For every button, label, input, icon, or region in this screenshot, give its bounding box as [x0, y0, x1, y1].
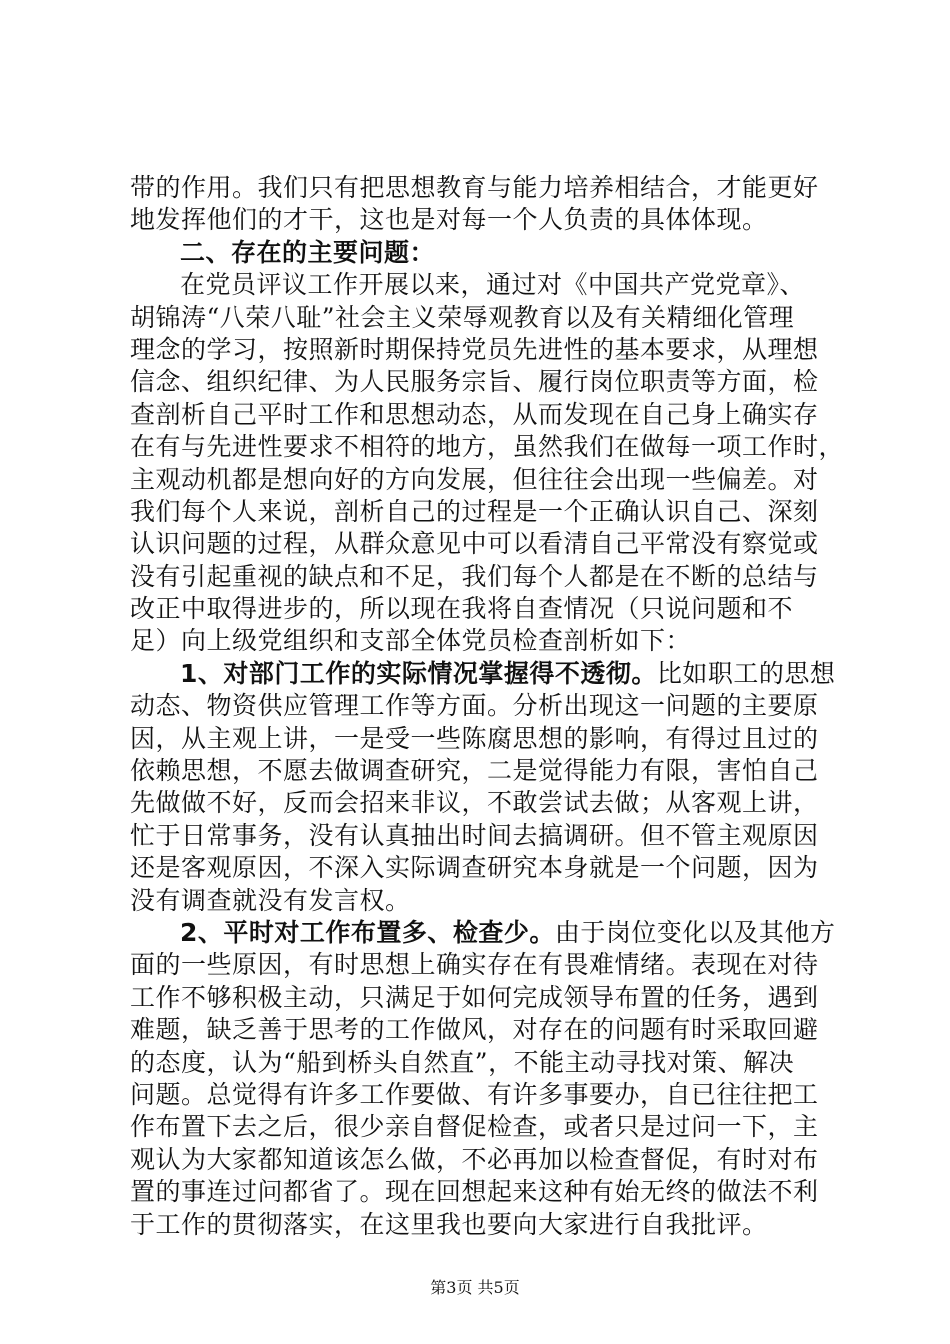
text-line: 工作不够积极主动，只满足于如何完成领导布置的任务，遇到 — [130, 982, 819, 1012]
document-body — [130, 172, 845, 1241]
text-line: 问题。总觉得有许多工作要做、有许多事要办，自已往往把工 — [130, 1079, 819, 1109]
point-2-line — [130, 917, 836, 949]
point-1-line — [130, 658, 836, 690]
text-line: 查剖析自己平时工作和思想动态，从而发现在自己身上确实存 — [130, 399, 819, 429]
page-footer — [0, 1275, 950, 1298]
text-line: 没有引起重视的缺点和不足，我们每个人都是在不断的总结与 — [130, 561, 819, 591]
page-number: 第3页 共5页 — [430, 1278, 520, 1297]
text-line: 作布置下去之后，很少亲自督促检查，或者只是过问一下，主 — [130, 1112, 819, 1142]
point-1-heading: 1、对部门工作的实际情况掌握得不透彻。 — [180, 658, 657, 688]
text-line: 改正中取得进步的，所以现在我将自查情况（只说问题和不 — [130, 594, 794, 624]
section-heading: 二、存在的主要问题： — [180, 237, 436, 267]
point-2-text: 由于岗位变化以及其他方 — [554, 917, 836, 947]
text-line: 在有与先进性要求不相符的地方，虽然我们在做每一项工作时， — [130, 432, 845, 462]
point-2-heading: 2、平时对工作布置多、检查少。 — [180, 917, 555, 947]
text-line: 观认为大家都知道该怎么做，不必再加以检查督促，有时对布 — [130, 1144, 819, 1174]
text-line: 我们每个人来说，剖析自己的过程是一个正确认识自己、深刻 — [130, 496, 819, 526]
text-line: 忙于日常事务，没有认真抽出时间去搞调研。但不管主观原因 — [130, 820, 819, 850]
text-line: 没有调查就没有发言权。 — [130, 885, 411, 915]
point-1-text: 比如职工的思想 — [656, 658, 836, 688]
text-line: 信念、组织纪律、为人民服务宗旨、履行岗位职责等方面，检 — [130, 367, 819, 397]
text-line: 认识问题的过程，从群众意见中可以看清自己平常没有察觉或 — [130, 529, 819, 559]
text-line: 足）向上级党组织和支部全体党员检查剖析如下： — [130, 626, 692, 656]
text-line: 依赖思想，不愿去做调查研究，二是觉得能力有限，害怕自己 — [130, 756, 819, 786]
text-line: 主观动机都是想向好的方向发展，但往往会出现一些偏差。对 — [130, 464, 819, 494]
text-line: 还是客观原因，不深入实际调查研究本身就是一个问题，因为 — [130, 853, 819, 883]
text-line: 先做做不好，反而会招来非议，不敢尝试去做；从客观上讲， — [130, 788, 819, 818]
text-line: 面的一些原因，有时思想上确实存在有畏难情绪。表现在对待 — [130, 950, 819, 980]
paragraph-start: 在党员评议工作开展以来，通过对《中国共产党党章》、 — [180, 270, 806, 300]
text-line: 理念的学习，按照新时期保持党员先进性的基本要求，从理想 — [130, 334, 819, 364]
text-line: 带的作用。我们只有把思想教育与能力培养相结合，才能更好 — [130, 173, 819, 202]
text-line: 动态、物资供应管理工作等方面。分析出现这一问题的主要原 — [130, 691, 819, 721]
text-line: 胡锦涛“八荣八耻”社会主义荣辱观教育以及有关精细化管理 — [130, 302, 795, 332]
text-line: 难题，缺乏善于思考的工作做风，对存在的问题有时采取回避 — [130, 1015, 819, 1045]
text-line: 的态度，认为“船到桥头自然直”，不能主动寻找对策、解决 — [130, 1047, 795, 1077]
text-line: 因，从主观上讲，一是受一些陈腐思想的影响，有得过且过的 — [130, 723, 819, 753]
text-line: 地发挥他们的才干，这也是对每一个人负责的具体体现。 — [130, 205, 768, 235]
text-line: 置的事连过问都省了。现在回想起来这种有始无终的做法不利 — [130, 1177, 819, 1207]
text-line: 于工作的贯彻落实，在这里我也要向大家进行自我批评。 — [130, 1209, 768, 1239]
